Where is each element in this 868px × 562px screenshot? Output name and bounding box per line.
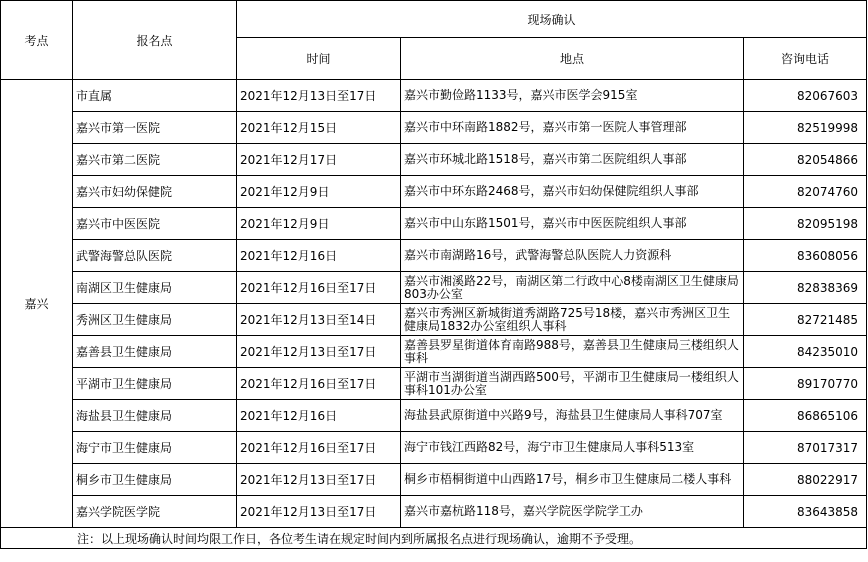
time-cell: 2021年12月16日至17日 [237,368,401,400]
footnote: 注：以上现场确认时间均限工作日，各位考生请在规定时间内到所属报名点进行现场确认，逾期不予受理。 [1,528,867,549]
table-row [1,272,867,304]
phone-cell: 83643858 [744,496,867,528]
phone-cell: 83608056 [744,240,867,272]
phone-cell: 84235010 [744,336,867,368]
site-cell: 嘉兴市第二医院 [73,144,237,176]
time-cell: 2021年12月16日至17日 [237,432,401,464]
table-row [1,336,867,368]
table-row [1,432,867,464]
site-cell: 嘉兴市中医医院 [73,208,237,240]
table-row [1,240,867,272]
place-cell: 嘉善县罗星街道体育南路988号，嘉善县卫生健康局三楼组织人事科 [401,336,744,368]
site-cell: 嘉兴市妇幼保健院 [73,176,237,208]
time-cell: 2021年12月13日至17日 [237,496,401,528]
time-cell: 2021年12月13日至17日 [237,80,401,112]
site-cell: 桐乡市卫生健康局 [73,464,237,496]
time-cell: 2021年12月17日 [237,144,401,176]
header-place: 地点 [401,38,744,80]
table-row [1,208,867,240]
header-onsite-confirmation: 现场确认 [237,1,867,38]
site-cell: 海宁市卫生健康局 [73,432,237,464]
place-cell: 嘉兴市南湖路16号，武警海警总队医院人力资源科 [401,240,744,272]
place-cell: 嘉兴市环城北路1518号，嘉兴市第二医院组织人事部 [401,144,744,176]
place-cell: 嘉兴市勤俭路1133号，嘉兴市医学会915室 [401,80,744,112]
table-row [1,112,867,144]
site-cell: 南湖区卫生健康局 [73,272,237,304]
time-cell: 2021年12月9日 [237,176,401,208]
phone-cell: 82838369 [744,272,867,304]
table-row [1,464,867,496]
place-cell: 嘉兴市秀洲区新城街道秀湖路725号18楼，嘉兴市秀洲区卫生健康局1832办公室组织人事科 [401,304,744,336]
phone-cell: 82519998 [744,112,867,144]
phone-cell: 86865106 [744,400,867,432]
phone-cell: 88022917 [744,464,867,496]
place-cell: 嘉兴市中环南路1882号，嘉兴市第一医院人事管理部 [401,112,744,144]
site-cell: 嘉兴市第一医院 [73,112,237,144]
header-site: 报名点 [73,1,237,80]
site-cell: 海盐县卫生健康局 [73,400,237,432]
table-row [1,176,867,208]
site-cell: 平湖市卫生健康局 [73,368,237,400]
header-phone: 咨询电话 [744,38,867,80]
site-cell: 嘉兴学院医学院 [73,496,237,528]
phone-cell: 82067603 [744,80,867,112]
header-time: 时间 [237,38,401,80]
phone-cell: 82074760 [744,176,867,208]
phone-cell: 82054866 [744,144,867,176]
time-cell: 2021年12月16日至17日 [237,272,401,304]
place-cell: 海盐县武原街道中兴路9号，海盐县卫生健康局人事科707室 [401,400,744,432]
place-cell: 桐乡市梧桐街道中山西路17号，桐乡市卫生健康局二楼人事科 [401,464,744,496]
header-region: 考点 [1,1,73,80]
place-cell: 嘉兴市中环东路2468号，嘉兴市妇幼保健院组织人事部 [401,176,744,208]
table-row [1,368,867,400]
place-cell: 平湖市当湖街道当湖西路500号，平湖市卫生健康局一楼组织人事科101办公室 [401,368,744,400]
table-row [1,496,867,528]
table-row [1,80,867,112]
site-cell: 嘉善县卫生健康局 [73,336,237,368]
time-cell: 2021年12月15日 [237,112,401,144]
time-cell: 2021年12月16日 [237,400,401,432]
place-cell: 嘉兴市中山东路1501号，嘉兴市中医医院组织人事部 [401,208,744,240]
phone-cell: 82721485 [744,304,867,336]
time-cell: 2021年12月13日至17日 [237,336,401,368]
table-body [1,80,867,528]
site-cell: 武警海警总队医院 [73,240,237,272]
time-cell: 2021年12月16日 [237,240,401,272]
region-cell: 嘉兴 [1,80,73,528]
phone-cell: 82095198 [744,208,867,240]
time-cell: 2021年12月9日 [237,208,401,240]
site-cell: 市直属 [73,80,237,112]
phone-cell: 89170770 [744,368,867,400]
time-cell: 2021年12月13日至17日 [237,464,401,496]
table-row [1,304,867,336]
phone-cell: 87017317 [744,432,867,464]
time-cell: 2021年12月13日至14日 [237,304,401,336]
place-cell: 海宁市钱江西路82号，海宁市卫生健康局人事科513室 [401,432,744,464]
table-row [1,144,867,176]
place-cell: 嘉兴市嘉杭路118号，嘉兴学院医学院学工办 [401,496,744,528]
place-cell: 嘉兴市湘溪路22号，南湖区第二行政中心8楼南湖区卫生健康局803办公室 [401,272,744,304]
table-row [1,400,867,432]
site-cell: 秀洲区卫生健康局 [73,304,237,336]
